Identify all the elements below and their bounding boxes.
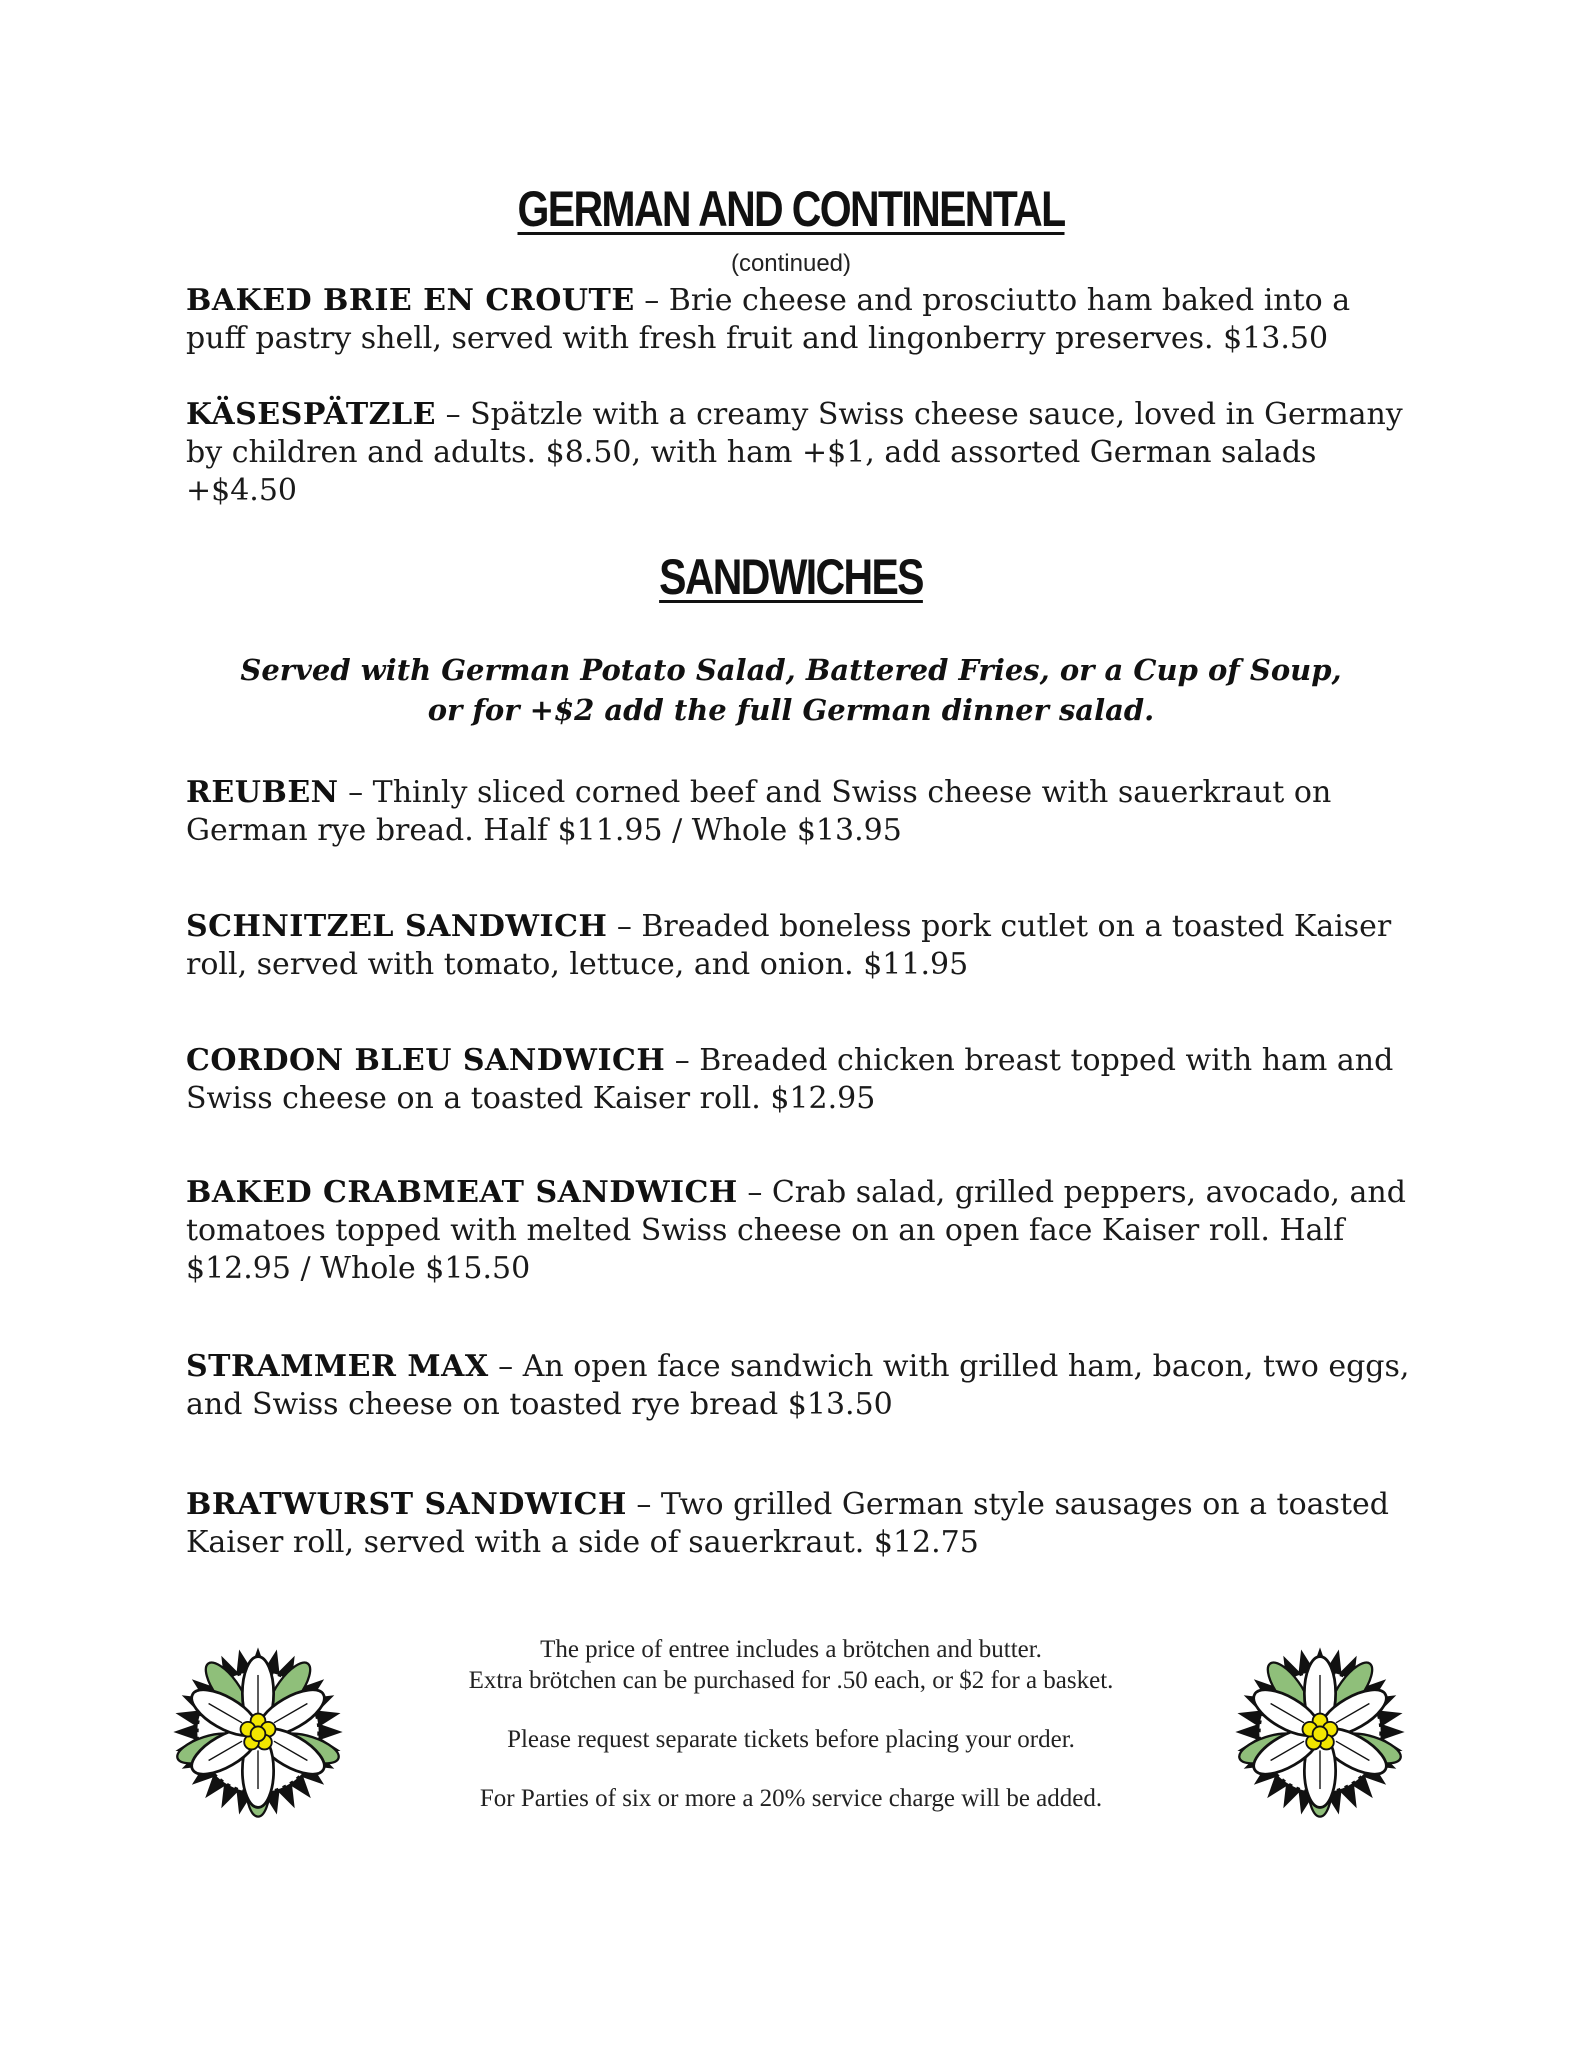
footer-notes bbox=[380, 1634, 1202, 1814]
menu-item-baked-brie bbox=[186, 282, 1416, 358]
german-continental-heading: GERMAN AND CONTINENTAL bbox=[517, 181, 1065, 237]
item-name: CORDON BLEU SANDWICH bbox=[186, 1043, 666, 1078]
footer-line-extra-brotchen: Extra brötchen can be purchased for .50 each, or $2 for a basket. bbox=[468, 1667, 1114, 1694]
item-name: STRAMMER MAX bbox=[186, 1349, 489, 1384]
item-description: – Crab salad, grilled peppers, avocado, and tomatoes topped with melted Swiss cheese on an open face Kaiser roll. Half $12.95 / Whole $15.50 bbox=[186, 1175, 1406, 1286]
sandwiches-heading: SANDWICHES bbox=[659, 549, 923, 605]
served-with-note bbox=[0, 650, 1582, 730]
item-name: BAKED BRIE EN CROUTE bbox=[186, 283, 635, 318]
item-name: BRATWURST SANDWICH bbox=[186, 1487, 627, 1522]
menu-item-baked-crabmeat-sandwich bbox=[186, 1174, 1416, 1288]
item-description: – Spätzle with a creamy Swiss cheese sauce, loved in Germany by children and adults. $8.50, with ham +$1, add assorted German salads +$4.50 bbox=[186, 397, 1403, 508]
served-with-line-1: Served with German Potato Salad, Battered Fries, or a Cup of Soup, bbox=[240, 653, 1342, 687]
item-description: – Breaded boneless pork cutlet on a toasted Kaiser roll, served with tomato, lettuce, and onion. $11.95 bbox=[186, 909, 1392, 982]
item-description: – Brie cheese and prosciutto ham baked into a puff pastry shell, served with fresh fruit and lingonberry preserves. $13.50 bbox=[186, 283, 1351, 356]
item-name: SCHNITZEL SANDWICH bbox=[186, 909, 608, 944]
served-with-line-2: or for +$2 add the full German dinner salad. bbox=[427, 693, 1155, 727]
edelweiss-icon bbox=[1228, 1640, 1412, 1824]
item-name: REUBEN bbox=[186, 775, 339, 810]
item-description: – Thinly sliced corned beef and Swiss cheese with sauerkraut on German rye bread. Half $11.95 / Whole $13.95 bbox=[186, 775, 1332, 848]
footer-line-service-charge: For Parties of six or more a 20% service charge will be added. bbox=[479, 1785, 1103, 1812]
item-name: KÄSESPÄTZLE bbox=[186, 397, 437, 432]
continued-subtitle: (continued) bbox=[730, 250, 852, 277]
menu-item-schnitzel-sandwich bbox=[186, 908, 1416, 984]
item-name: BAKED CRABMEAT SANDWICH bbox=[186, 1175, 738, 1210]
footer-line-separate-tickets: Please request separate tickets before placing your order. bbox=[507, 1726, 1075, 1753]
item-description: – Breaded chicken breast topped with ham and Swiss cheese on a toasted Kaiser roll. $12.95 bbox=[186, 1043, 1394, 1116]
edelweiss-icon bbox=[166, 1640, 350, 1824]
menu-item-reuben bbox=[186, 774, 1416, 850]
item-description: – Two grilled German style sausages on a toasted Kaiser roll, served with a side of sauerkraut. $12.75 bbox=[186, 1487, 1389, 1560]
menu-item-cordon-bleu-sandwich bbox=[186, 1042, 1416, 1118]
menu-item-strammer-max bbox=[186, 1348, 1416, 1424]
menu-item-kasespatzle bbox=[186, 396, 1416, 510]
footer-line-brotchen: The price of entree includes a brötchen and butter. bbox=[540, 1636, 1042, 1663]
menu-item-bratwurst-sandwich bbox=[186, 1486, 1416, 1562]
item-description: – An open face sandwich with grilled ham, bacon, two eggs, and Swiss cheese on toasted rye bread $13.50 bbox=[186, 1349, 1410, 1422]
